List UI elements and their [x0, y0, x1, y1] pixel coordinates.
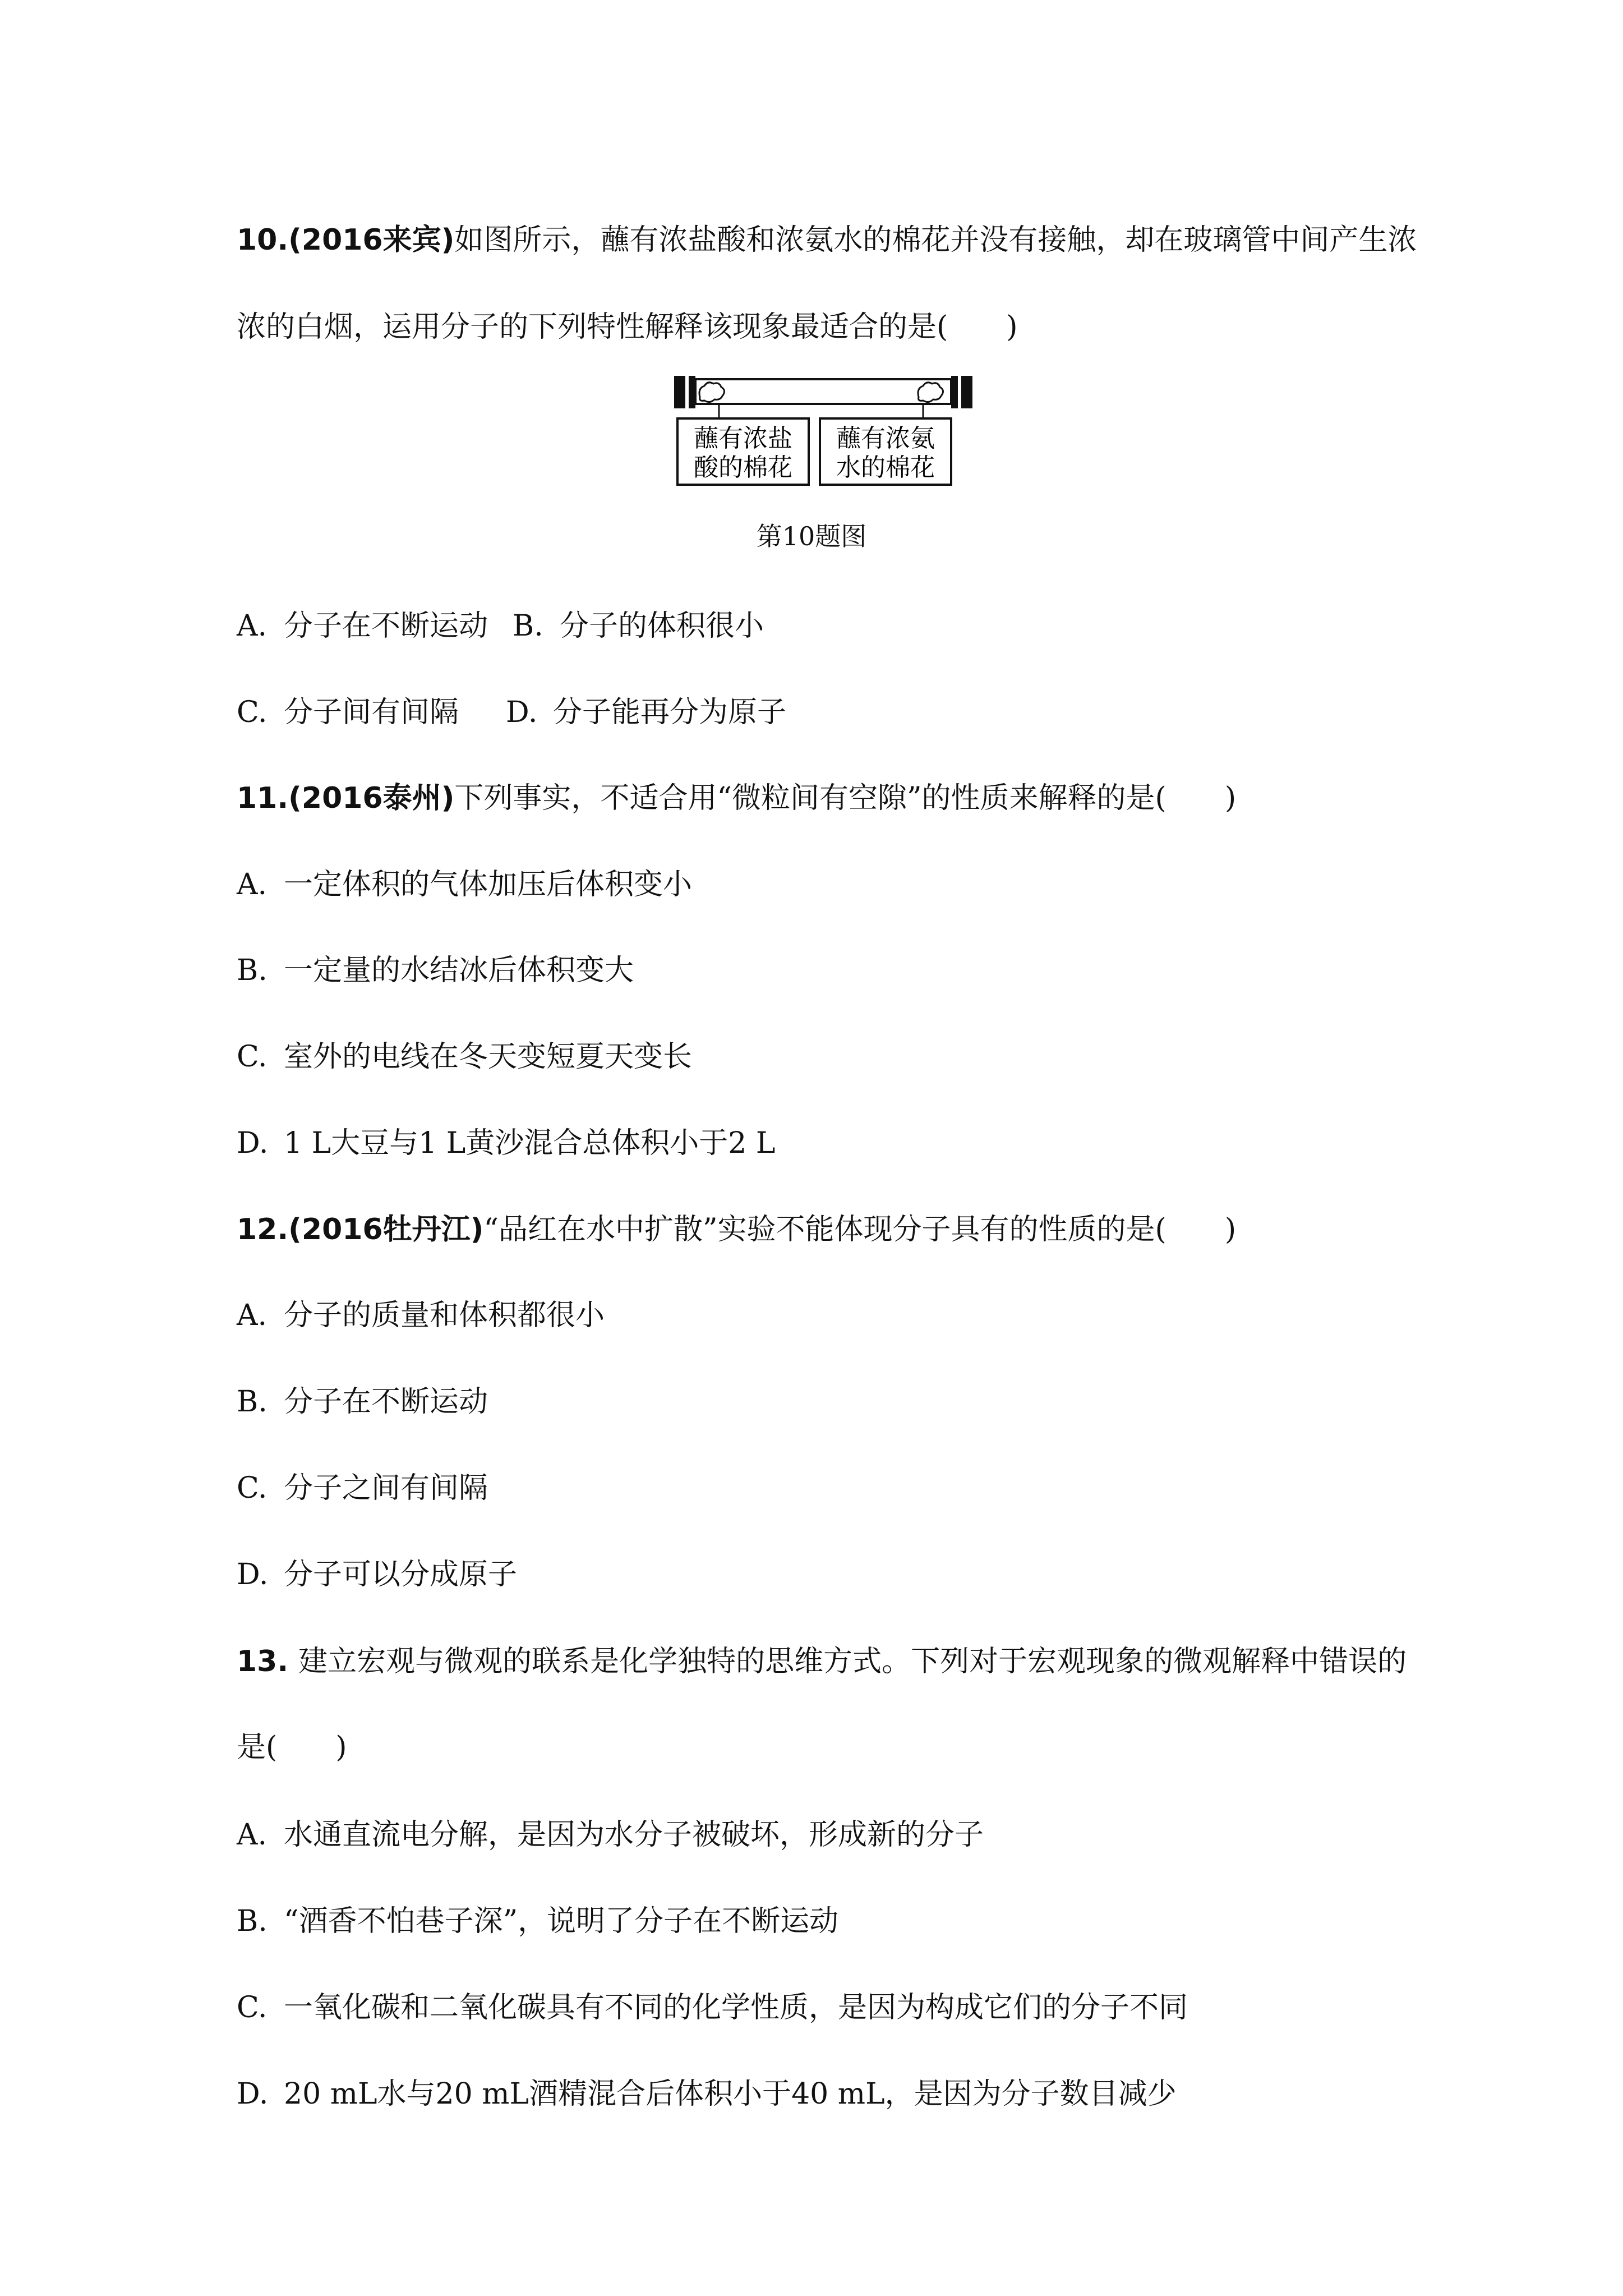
- q11-option-b-letter: B.: [237, 954, 268, 987]
- q13-option-a-letter: A.: [237, 1818, 268, 1852]
- left-stopper-outer: [674, 376, 685, 408]
- q13-stem-text-2: 是( ): [237, 1731, 347, 1764]
- q13-option-a-text: 水通直流电分解，是因为水分子被破坏，形成新的分子: [284, 1818, 984, 1852]
- q13-option-d-letter: D.: [237, 2077, 269, 2111]
- q10-source: (2016来宾): [288, 223, 455, 257]
- q13-option-c: [237, 1990, 1188, 2026]
- q10-number: 10.: [237, 223, 289, 257]
- q10-option-b-text: 分子的体积很小: [560, 609, 764, 643]
- left-label-line-1: 蘸有浓盐: [694, 424, 792, 453]
- q13-option-b-letter: B.: [237, 1904, 268, 1938]
- q12-option-b-letter: B.: [237, 1385, 268, 1419]
- right-stopper-outer: [961, 376, 972, 408]
- q10-option-a-letter: A.: [237, 609, 268, 643]
- q10-options-row-2: [237, 694, 786, 730]
- q11-option-a-letter: A.: [237, 868, 268, 901]
- q10-figure-caption: 第10题图: [756, 521, 867, 551]
- q13-option-b-text: “酒香不怕巷子深”，说明了分子在不断运动: [284, 1904, 839, 1938]
- q12-option-a-text: 分子的质量和体积都很小: [284, 1299, 605, 1332]
- right-label-line-1: 蘸有浓氨: [836, 424, 935, 453]
- q11-option-b-text: 一定量的水结冰后体积变大: [284, 954, 634, 987]
- q11-option-d-text: 1 L大豆与1 L黄沙混合总体积小于2 L: [284, 1126, 776, 1160]
- q10-option-d-letter: D.: [506, 696, 538, 729]
- q12-option-c-letter: C.: [237, 1471, 268, 1505]
- q12-option-c-text: 分子之间有间隔: [284, 1471, 488, 1505]
- q10-stem-text-1: 如图所示，蘸有浓盐酸和浓氨水的棉花并没有接触，却在玻璃管中间产生浓: [454, 223, 1417, 257]
- left-label-line-2: 酸的棉花: [694, 453, 792, 482]
- q11-option-c: [237, 1039, 692, 1075]
- q12-stem-text-1: “品红在水中扩散”实验不能体现分子具有的性质的是( ): [483, 1213, 1237, 1246]
- q12-option-d-letter: D.: [237, 1558, 269, 1591]
- q13-option-c-letter: C.: [237, 1991, 268, 2024]
- q10-option-a-text: 分子在不断运动: [284, 609, 488, 643]
- q11-option-c-letter: C.: [237, 1040, 268, 1074]
- q12-source: (2016牡丹江): [288, 1213, 484, 1246]
- q10-glass-tube-figure: [672, 369, 975, 493]
- q12-option-c: [237, 1470, 488, 1506]
- q13-option-b: [237, 1903, 838, 1939]
- left-cotton-icon: [699, 383, 725, 402]
- q10-stem-line-2: [237, 309, 1018, 345]
- q10-option-b-letter: B.: [513, 609, 543, 643]
- q11-stem-text-1: 下列事实，不适合用“微粒间有空隙”的性质来解释的是( ): [454, 781, 1237, 815]
- q12-option-a-letter: A.: [237, 1299, 268, 1332]
- q11-option-d-letter: D.: [237, 1126, 269, 1160]
- q10-option-c-letter: C.: [237, 696, 268, 729]
- q11-option-a: [237, 867, 692, 903]
- glass-tube: [695, 379, 951, 404]
- q10-stem-line-1: [237, 222, 1417, 258]
- q13-stem-line-2: [237, 1729, 347, 1765]
- q10-stem-text-2: 浓的白烟，运用分子的下列特性解释该现象最适合的是( ): [237, 310, 1018, 344]
- q13-number: 13.: [237, 1645, 289, 1678]
- q11-option-b: [237, 953, 634, 988]
- q12-option-b-text: 分子在不断运动: [284, 1385, 488, 1419]
- q13-option-d-text: 20 mL水与20 mL酒精混合后体积小于40 mL，是因为分子数目减少: [284, 2077, 1177, 2111]
- q10-options-row-1: [237, 608, 764, 644]
- q11-source: (2016泰州): [288, 781, 455, 815]
- q13-option-d: [237, 2076, 1177, 2112]
- q13-stem-line-1: [237, 1644, 1407, 1680]
- q11-option-c-text: 室外的电线在冬天变短夏天变长: [284, 1040, 693, 1074]
- q13-stem-text-1: 建立宏观与微观的联系是化学独特的思维方式。下列对于宏观现象的微观解释中错误的: [298, 1645, 1407, 1678]
- q12-number: 12.: [237, 1213, 289, 1246]
- q11-option-a-text: 一定体积的气体加压后体积变小: [284, 868, 693, 901]
- q12-stem-line-1: [237, 1212, 1236, 1248]
- q12-option-d-text: 分子可以分成原子: [284, 1558, 518, 1591]
- q13-option-a: [237, 1817, 984, 1853]
- q10-option-d-text: 分子能再分为原子: [553, 696, 787, 729]
- right-cotton-icon: [918, 383, 943, 402]
- q12-option-a: [237, 1297, 605, 1333]
- q12-option-d: [237, 1557, 517, 1593]
- q11-option-d: [237, 1125, 775, 1161]
- right-label-line-2: 水的棉花: [836, 453, 935, 482]
- q12-option-b: [237, 1384, 488, 1420]
- q11-number: 11.: [237, 781, 289, 815]
- q10-option-c-text: 分子间有间隔: [284, 696, 459, 729]
- q13-option-c-text: 一氧化碳和二氧化碳具有不同的化学性质，是因为构成它们的分子不同: [284, 1991, 1188, 2024]
- q11-stem-line-1: [237, 780, 1236, 816]
